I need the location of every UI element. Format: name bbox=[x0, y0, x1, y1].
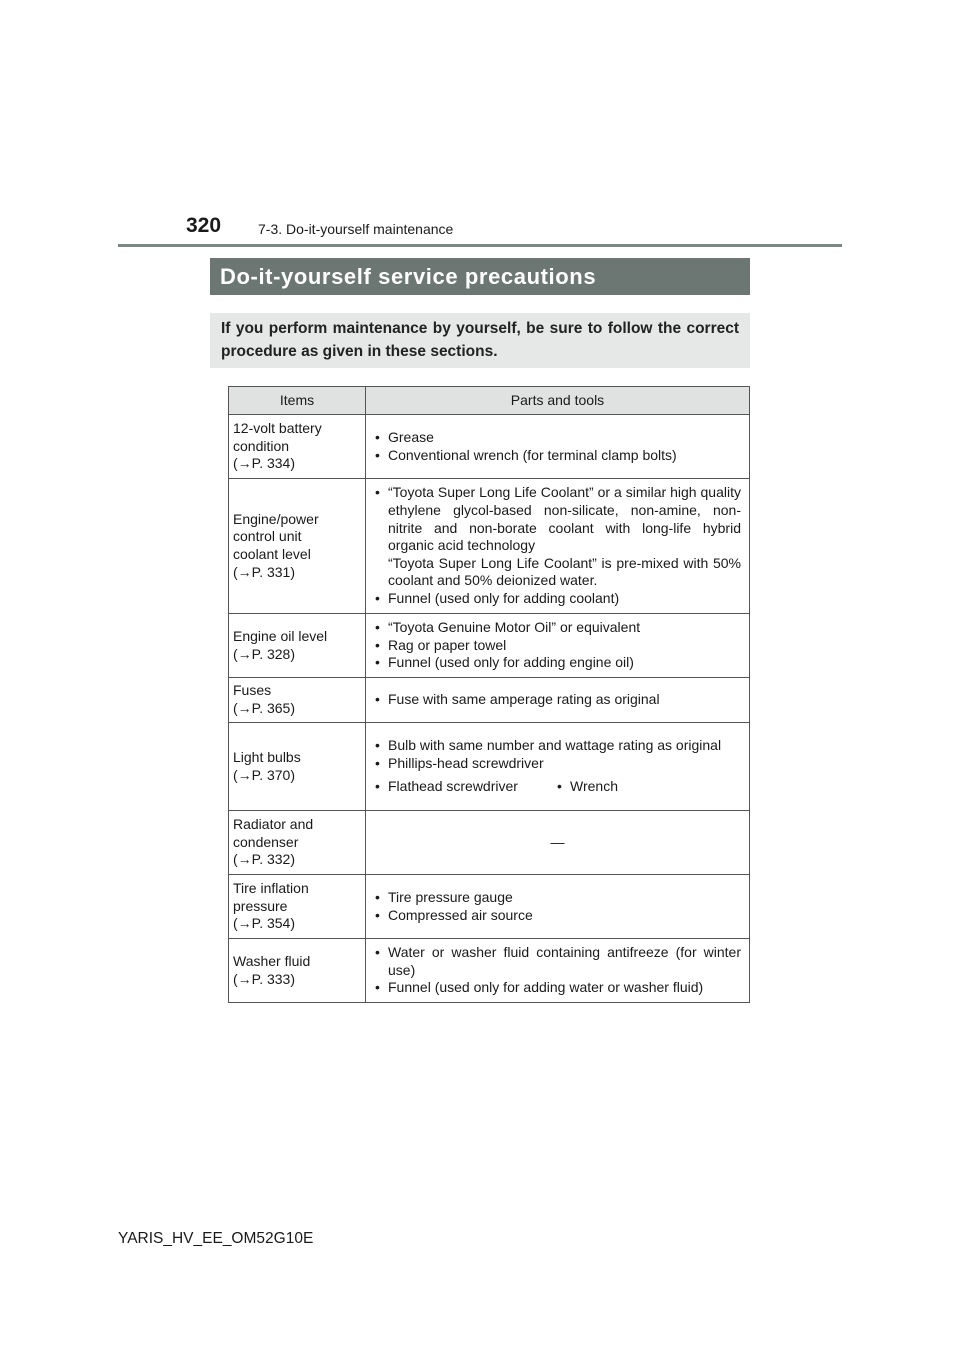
tools-cell bbox=[366, 678, 750, 723]
list-item bbox=[374, 484, 741, 590]
list-item: • Funnel (used only for adding coolant) bbox=[374, 590, 741, 608]
page-reference: (→P. 370) bbox=[233, 766, 295, 783]
item-cell bbox=[229, 614, 366, 678]
item-cell bbox=[229, 415, 366, 479]
list-item: • Phillips-head screwdriver bbox=[374, 755, 741, 773]
list-item: • Grease bbox=[374, 429, 741, 447]
page-reference: (→P. 331) bbox=[233, 563, 295, 580]
tools-cell bbox=[366, 415, 750, 479]
document-code: YARIS_HV_EE_OM52G10E bbox=[118, 1230, 314, 1247]
page-title: Do-it-yourself service precautions bbox=[210, 258, 750, 295]
page-number: 320 bbox=[186, 214, 222, 237]
item-cell bbox=[229, 479, 366, 614]
table-header-row bbox=[229, 387, 750, 415]
page-reference: (→P. 328) bbox=[233, 645, 295, 662]
page-reference: (→P. 354) bbox=[233, 915, 295, 932]
page-reference: (→P. 332) bbox=[233, 851, 295, 868]
item-cell bbox=[229, 678, 366, 723]
tools-cell bbox=[366, 614, 750, 678]
item-label: condition bbox=[233, 437, 290, 454]
table-row bbox=[229, 811, 750, 875]
list-item-text: “Toyota Super Long Life Coolant” or a similar high quality ethylene glycol-based non-silicate, non-amine, non-nitrite and non-borate coolant with long-life hybrid organic acid technology bbox=[388, 484, 741, 554]
list-item: • Rag or paper towel bbox=[374, 637, 741, 655]
header-divider bbox=[118, 244, 842, 247]
intro-text: If you perform maintenance by yourself, be sure to follow the correct procedure as given in these sections. bbox=[210, 313, 750, 368]
tools-cell bbox=[366, 723, 750, 811]
item-label: condenser bbox=[233, 833, 299, 850]
table-row bbox=[229, 875, 750, 939]
list-item: • Funnel (used only for adding water or washer fluid) bbox=[374, 979, 741, 997]
page-reference: (→P. 333) bbox=[233, 970, 295, 987]
tools-cell bbox=[366, 479, 750, 614]
item-label: Light bulbs bbox=[233, 748, 301, 765]
item-cell bbox=[229, 811, 366, 875]
page-reference: (→P. 365) bbox=[233, 700, 295, 716]
item-label: pressure bbox=[233, 897, 288, 914]
column-header-items: Items bbox=[229, 387, 366, 415]
item-label: 12-volt battery bbox=[233, 420, 322, 437]
tools-cell-empty: — bbox=[366, 811, 750, 875]
list-item-note: “Toyota Super Long Life Coolant” is pre-mixed with 50% coolant and 50% deionized water. bbox=[388, 554, 741, 589]
item-label: Engine/power bbox=[233, 510, 319, 527]
two-column-list bbox=[374, 778, 741, 796]
column-header-parts-and-tools: Parts and tools bbox=[366, 387, 750, 415]
list-item: • Conventional wrench (for terminal clamp bolts) bbox=[374, 447, 741, 465]
table-row bbox=[229, 415, 750, 479]
table-row bbox=[229, 479, 750, 614]
item-label: Radiator and bbox=[233, 816, 314, 833]
list-item: • Tire pressure gauge bbox=[374, 889, 741, 907]
item-label: Washer fluid bbox=[233, 952, 311, 969]
item-label: Engine oil level bbox=[233, 627, 328, 644]
list-item: • Fuse with same amperage rating as original bbox=[374, 691, 741, 709]
table-row bbox=[229, 723, 750, 811]
list-item: • Flathead screwdriver bbox=[374, 778, 556, 796]
tools-cell bbox=[366, 939, 750, 1003]
table-row bbox=[229, 678, 750, 723]
list-item: • Bulb with same number and wattage rating as original bbox=[374, 737, 741, 755]
list-item: • “Toyota Genuine Motor Oil” or equivalent bbox=[374, 619, 741, 637]
parts-and-tools-table bbox=[228, 386, 750, 1003]
list-item: • Funnel (used only for adding engine oil) bbox=[374, 654, 741, 672]
item-cell bbox=[229, 875, 366, 939]
item-label: control unit bbox=[233, 528, 302, 545]
item-label: Fuses bbox=[233, 682, 272, 699]
item-cell bbox=[229, 939, 366, 1003]
item-label: coolant level bbox=[233, 546, 311, 562]
list-item: • Compressed air source bbox=[374, 907, 741, 925]
list-item: • Wrench bbox=[556, 778, 738, 796]
item-label: Tire inflation bbox=[233, 880, 309, 897]
page-reference: (→P. 334) bbox=[233, 455, 295, 472]
item-cell bbox=[229, 723, 366, 811]
list-item: • Water or washer fluid containing antifreeze (for winter use) bbox=[374, 944, 741, 979]
section-reference: 7-3. Do-it-yourself maintenance bbox=[258, 221, 454, 237]
table-row bbox=[229, 614, 750, 678]
tools-cell bbox=[366, 875, 750, 939]
table-row bbox=[229, 939, 750, 1003]
